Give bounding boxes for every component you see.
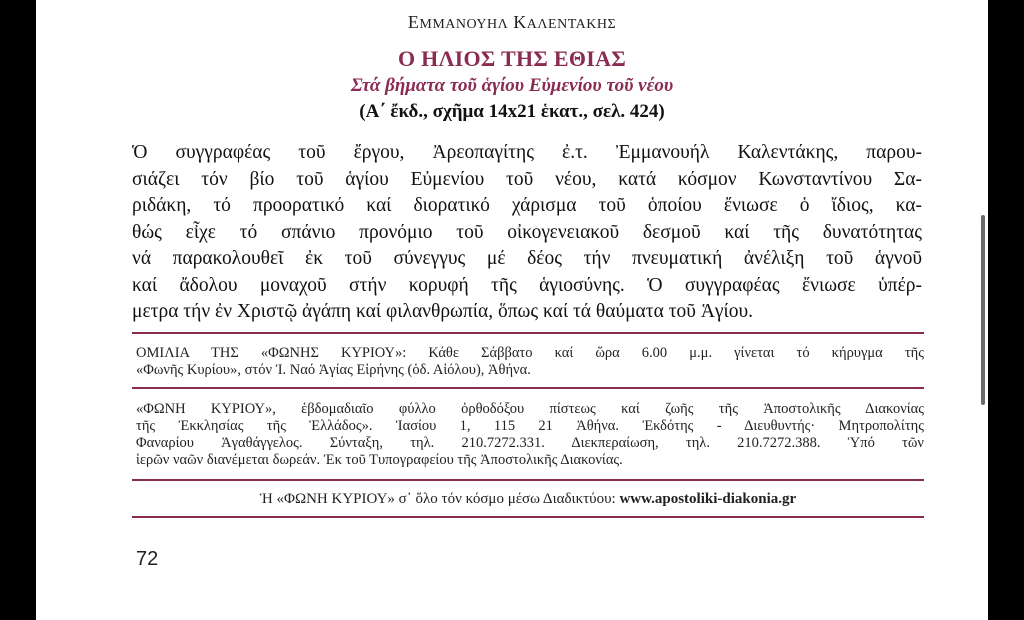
book-description <box>132 140 922 326</box>
description-line: νά παρακολουθεῖ ἐκ τοῦ σύνεγγυς μέ δέος τήν πνευματική ἀνέλιξη τοῦ ἁγνοῦ <box>132 248 922 269</box>
sermon-line: ΟΜΙΛΙΑ ΤΗΣ «ΦΩΝΗΣ ΚΥΡΙΟΥ»: Κάθε Σάββατο καί ὥρα 6.00 μ.μ. γίνεται τό κήρυγμα τῆς <box>136 345 924 361</box>
web-notice-text: Ἡ «ΦΩΝΗ ΚΥΡΙΟΥ» σ᾽ ὅλο τόν κόσμο μέσω Διαδικτύου: <box>259 491 620 507</box>
scrollbar[interactable] <box>981 215 985 405</box>
divider <box>132 516 924 518</box>
description-line: ριδάκη, τό προορατικό καί διορατικό χάρισμα τοῦ ὁποίου ἔνιωσε ὁ ἴδιος, κα- <box>132 195 922 216</box>
description-line: Ὁ συγγραφέας τοῦ ἔργου, Ἀρεοπαγίτης ἐ.τ. Ἐμμανουήλ Καλεντάκης, παρου- <box>132 142 922 163</box>
description-line: καί ἄδολου μοναχοῦ στήν κορυφή τῆς ἁγιοσύνης. Ὁ συγγραφέας ἔνιωσε ὑπέρ- <box>132 274 922 296</box>
description-line: θώς εἶχε τό σπάνιο προνόμιο τοῦ οἰκογενειακοῦ δεσμοῦ καί τῆς δυνατότητας <box>132 221 922 243</box>
divider <box>132 332 924 334</box>
description-line: μετρα τήν ἐν Χριστῷ ἀγάπη καί φιλανθρωπία, ὅπως καί τά θαύματα τοῦ Ἁγίου. <box>132 301 754 322</box>
book-title: Ο ΗΛΙΟΣ ΤΗΣ ΕΘΙΑΣ <box>397 46 627 71</box>
publisher-line: Φαναρίου Ἀγαθάγγελος. Σύνταξη, τηλ. 210.7272.331. Διεκπεραίωση, τηλ. 210.7272.388. Ὑπό τῶν <box>136 435 924 451</box>
edition-info: (Α΄ ἔκδ., σχῆμα 14x21 ἑκατ., σελ. 424) <box>359 101 665 122</box>
book-subtitle: Στά βήματα τοῦ ἁγίου Εὐμενίου τοῦ νέου <box>350 75 674 96</box>
sermon-notice <box>136 345 924 379</box>
website-link[interactable]: www.apostoliki-diakonia.gr <box>619 491 797 507</box>
publisher-line: ἱερῶν ναῶν διανέμεται δωρεάν. Ἐκ τοῦ Τυπογραφείου τῆς Ἀποστολικῆς Διακονίας. <box>136 452 623 468</box>
divider <box>132 479 924 481</box>
sermon-line: «Φωνῆς Κυρίου», στόν Ἱ. Ναό Ἁγίας Εἰρήνης (ὁδ. Αἰόλου), Ἀθήνα. <box>136 362 531 378</box>
description-line: σιάζει τόν βίο τοῦ ἁγίου Εὐμενίου τοῦ νέου, κατά κόσμον Κωνσταντίνου Σα- <box>132 168 922 190</box>
web-notice <box>132 491 924 508</box>
page-number: 72 <box>136 548 159 570</box>
divider <box>132 387 924 389</box>
author-name: ΕΜΜΑΝΟΥΗΛ ΚΑΛΕΝΤΑΚΗΣ <box>407 12 617 32</box>
document-page <box>36 0 988 620</box>
publisher-info <box>136 401 924 469</box>
publisher-line: τῆς Ἐκκλησίας τῆς Ἑλλάδος». Ἰασίου 1, 115 21 Ἀθήνα. Ἐκδότης - Διευθυντής· Μητροπολίτης <box>136 418 924 434</box>
publisher-line: «ΦΩΝΗ ΚΥΡΙΟΥ», ἑβδομαδιαῖο φύλλο ὀρθοδόξου πίστεως καί ζωῆς τῆς Ἀποστολικῆς Διακονίας <box>136 401 924 417</box>
